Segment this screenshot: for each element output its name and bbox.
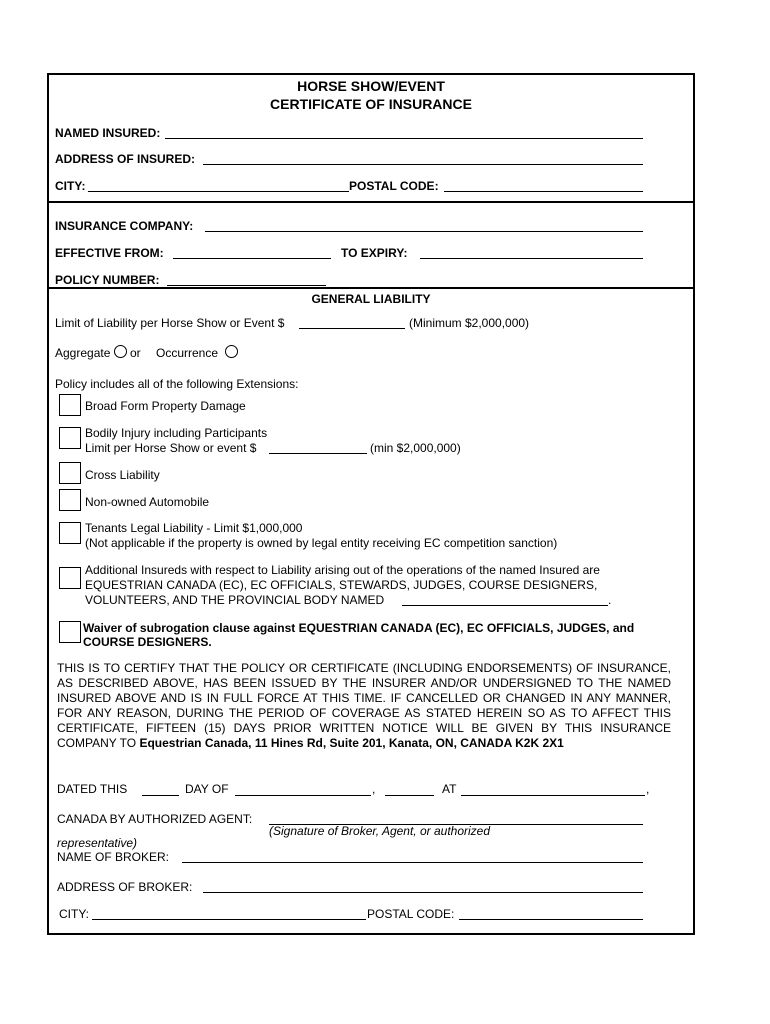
title-line-2: CERTIFICATE OF INSURANCE (270, 96, 472, 112)
dated-comma: , (372, 782, 376, 796)
dated-place-field[interactable] (461, 795, 645, 796)
to-expiry-field[interactable] (420, 258, 643, 259)
to-expiry-label: TO EXPIRY: (341, 246, 408, 260)
bodily-limit-field[interactable] (269, 453, 367, 454)
named-insured-field[interactable] (165, 138, 643, 139)
effective-from-field[interactable] (173, 258, 331, 259)
title-line-1: HORSE SHOW/EVENT (297, 78, 445, 94)
signature-note: (Signature of Broker, Agent, or authorized (269, 824, 491, 838)
tenants-legal-liability-checkbox[interactable] (59, 522, 81, 544)
bodily-injury-label: Bodily Injury including Participants (85, 426, 268, 440)
dated-end-comma: , (646, 782, 650, 796)
provincial-body-field[interactable] (402, 605, 608, 606)
tenants-legal-liability-label: Tenants Legal Liability - Limit $1,000,000 (85, 521, 303, 535)
dated-this-label: DATED THIS (57, 782, 128, 796)
cross-liability-checkbox[interactable] (59, 462, 81, 484)
day-of-label: DAY OF (185, 782, 229, 796)
bodily-injury-checkbox[interactable] (59, 427, 81, 449)
aggregate-label: Aggregate (55, 346, 111, 360)
extensions-intro: Policy includes all of the following Extensions: (55, 377, 299, 391)
insured-postal-code-label: POSTAL CODE: (349, 179, 439, 193)
dated-day-field[interactable] (142, 795, 179, 796)
at-label: AT (442, 782, 457, 796)
insurance-company-label: INSURANCE COMPANY: (55, 219, 194, 233)
cross-liability-label: Cross Liability (85, 468, 160, 482)
limit-minimum-note: (Minimum $2,000,000) (409, 316, 530, 330)
address-of-insured-field[interactable] (203, 164, 643, 165)
additional-insureds-period: . (608, 593, 612, 607)
additional-insureds-checkbox[interactable] (59, 567, 81, 589)
certification-text: THIS IS TO CERTIFY THAT THE POLICY OR CERTIFICATE (INCLUDING ENDORSEMENTS) OF INSURANCE, AS DESCRIBED ABOVE, HAS BEEN ISSUED BY THE INSURER AND/OR UNDERSIGNED TO THE NAMED INSURED ABOVE AND IS IN FULL FORCE AT THIS TIME. IF CANCELLED OR CHANGED IN ANY MANNER, FOR ANY REASON, DURING THE PERIOD OF COVERAGE AS STATED HEREIN SO AS TO AFFECT THIS CERTIFICATE, FIFTEEN (15) DAYS PRIOR WRITTEN NOTICE WILL BE GIVEN BY THIS INSURANCE COMPANY TO (57, 661, 671, 750)
broker-city-label: CITY: (59, 907, 90, 921)
broad-form-label: Broad Form Property Damage (85, 399, 246, 413)
additional-insureds-line-1: Additional Insureds with respect to Liability arising out of the operations of the named Insured are (85, 563, 600, 577)
occurrence-label: Occurrence (156, 346, 219, 360)
authorized-agent-label: CANADA BY AUTHORIZED AGENT: (57, 812, 253, 826)
broker-postal-code-label: POSTAL CODE: (367, 907, 455, 921)
policy-number-field[interactable] (167, 285, 326, 286)
insured-postal-code-field[interactable] (444, 191, 643, 192)
section-divider-2 (47, 287, 695, 289)
name-of-broker-label: NAME OF BROKER: (57, 850, 170, 864)
non-owned-automobile-label: Non-owned Automobile (85, 495, 210, 509)
waiver-of-subrogation-checkbox[interactable] (59, 621, 81, 643)
non-owned-automobile-checkbox[interactable] (59, 489, 81, 511)
name-of-broker-field[interactable] (182, 862, 643, 863)
tenants-legal-liability-note: (Not applicable if the property is owned by legal entity receiving EC competition sanction) (85, 536, 558, 550)
limit-of-liability-label: Limit of Liability per Horse Show or Event $ (55, 316, 285, 330)
certification-paragraph (57, 661, 671, 751)
insurance-company-field[interactable] (205, 231, 643, 232)
insured-city-label: CITY: (55, 179, 86, 193)
waiver-of-subrogation-line-2: COURSE DESIGNERS. (83, 635, 212, 649)
effective-from-label: EFFECTIVE FROM: (55, 246, 164, 260)
address-of-insured-label: ADDRESS OF INSURED: (55, 152, 196, 166)
policy-number-label: POLICY NUMBER: (55, 273, 160, 287)
address-of-broker-field[interactable] (203, 892, 643, 893)
signature-note-continued: representative) (57, 836, 138, 850)
broker-city-field[interactable] (92, 919, 366, 920)
address-of-broker-label: ADDRESS OF BROKER: (57, 880, 193, 894)
dated-year-field[interactable] (385, 795, 434, 796)
limit-of-liability-field[interactable] (299, 328, 405, 329)
general-liability-heading: GENERAL LIABILITY (311, 292, 431, 306)
broker-postal-code-field[interactable] (459, 919, 643, 920)
insured-city-field[interactable] (88, 191, 349, 192)
occurrence-radio[interactable] (225, 345, 238, 358)
bodily-limit-label: Limit per Horse Show or event $ (85, 441, 257, 455)
named-insured-label: NAMED INSURED: (55, 126, 161, 140)
section-divider-1 (47, 201, 695, 203)
aggregate-radio[interactable] (114, 345, 127, 358)
ec-address: Equestrian Canada, 11 Hines Rd, Suite 201, Kanata, ON, CANADA K2K 2X1 (139, 736, 564, 750)
bodily-limit-min-note: (min $2,000,000) (370, 441, 461, 455)
additional-insureds-line-3: VOLUNTEERS, AND THE PROVINCIAL BODY NAMED (85, 593, 385, 607)
broad-form-checkbox[interactable] (59, 394, 81, 416)
or-label: or (130, 346, 141, 360)
dated-month-field[interactable] (235, 795, 371, 796)
waiver-of-subrogation-line-1: Waiver of subrogation clause against EQUESTRIAN CANADA (EC), EC OFFICIALS, JUDGES, and (83, 621, 635, 635)
additional-insureds-line-2: EQUESTRIAN CANADA (EC), EC OFFICIALS, STEWARDS, JUDGES, COURSE DESIGNERS, (85, 578, 598, 592)
